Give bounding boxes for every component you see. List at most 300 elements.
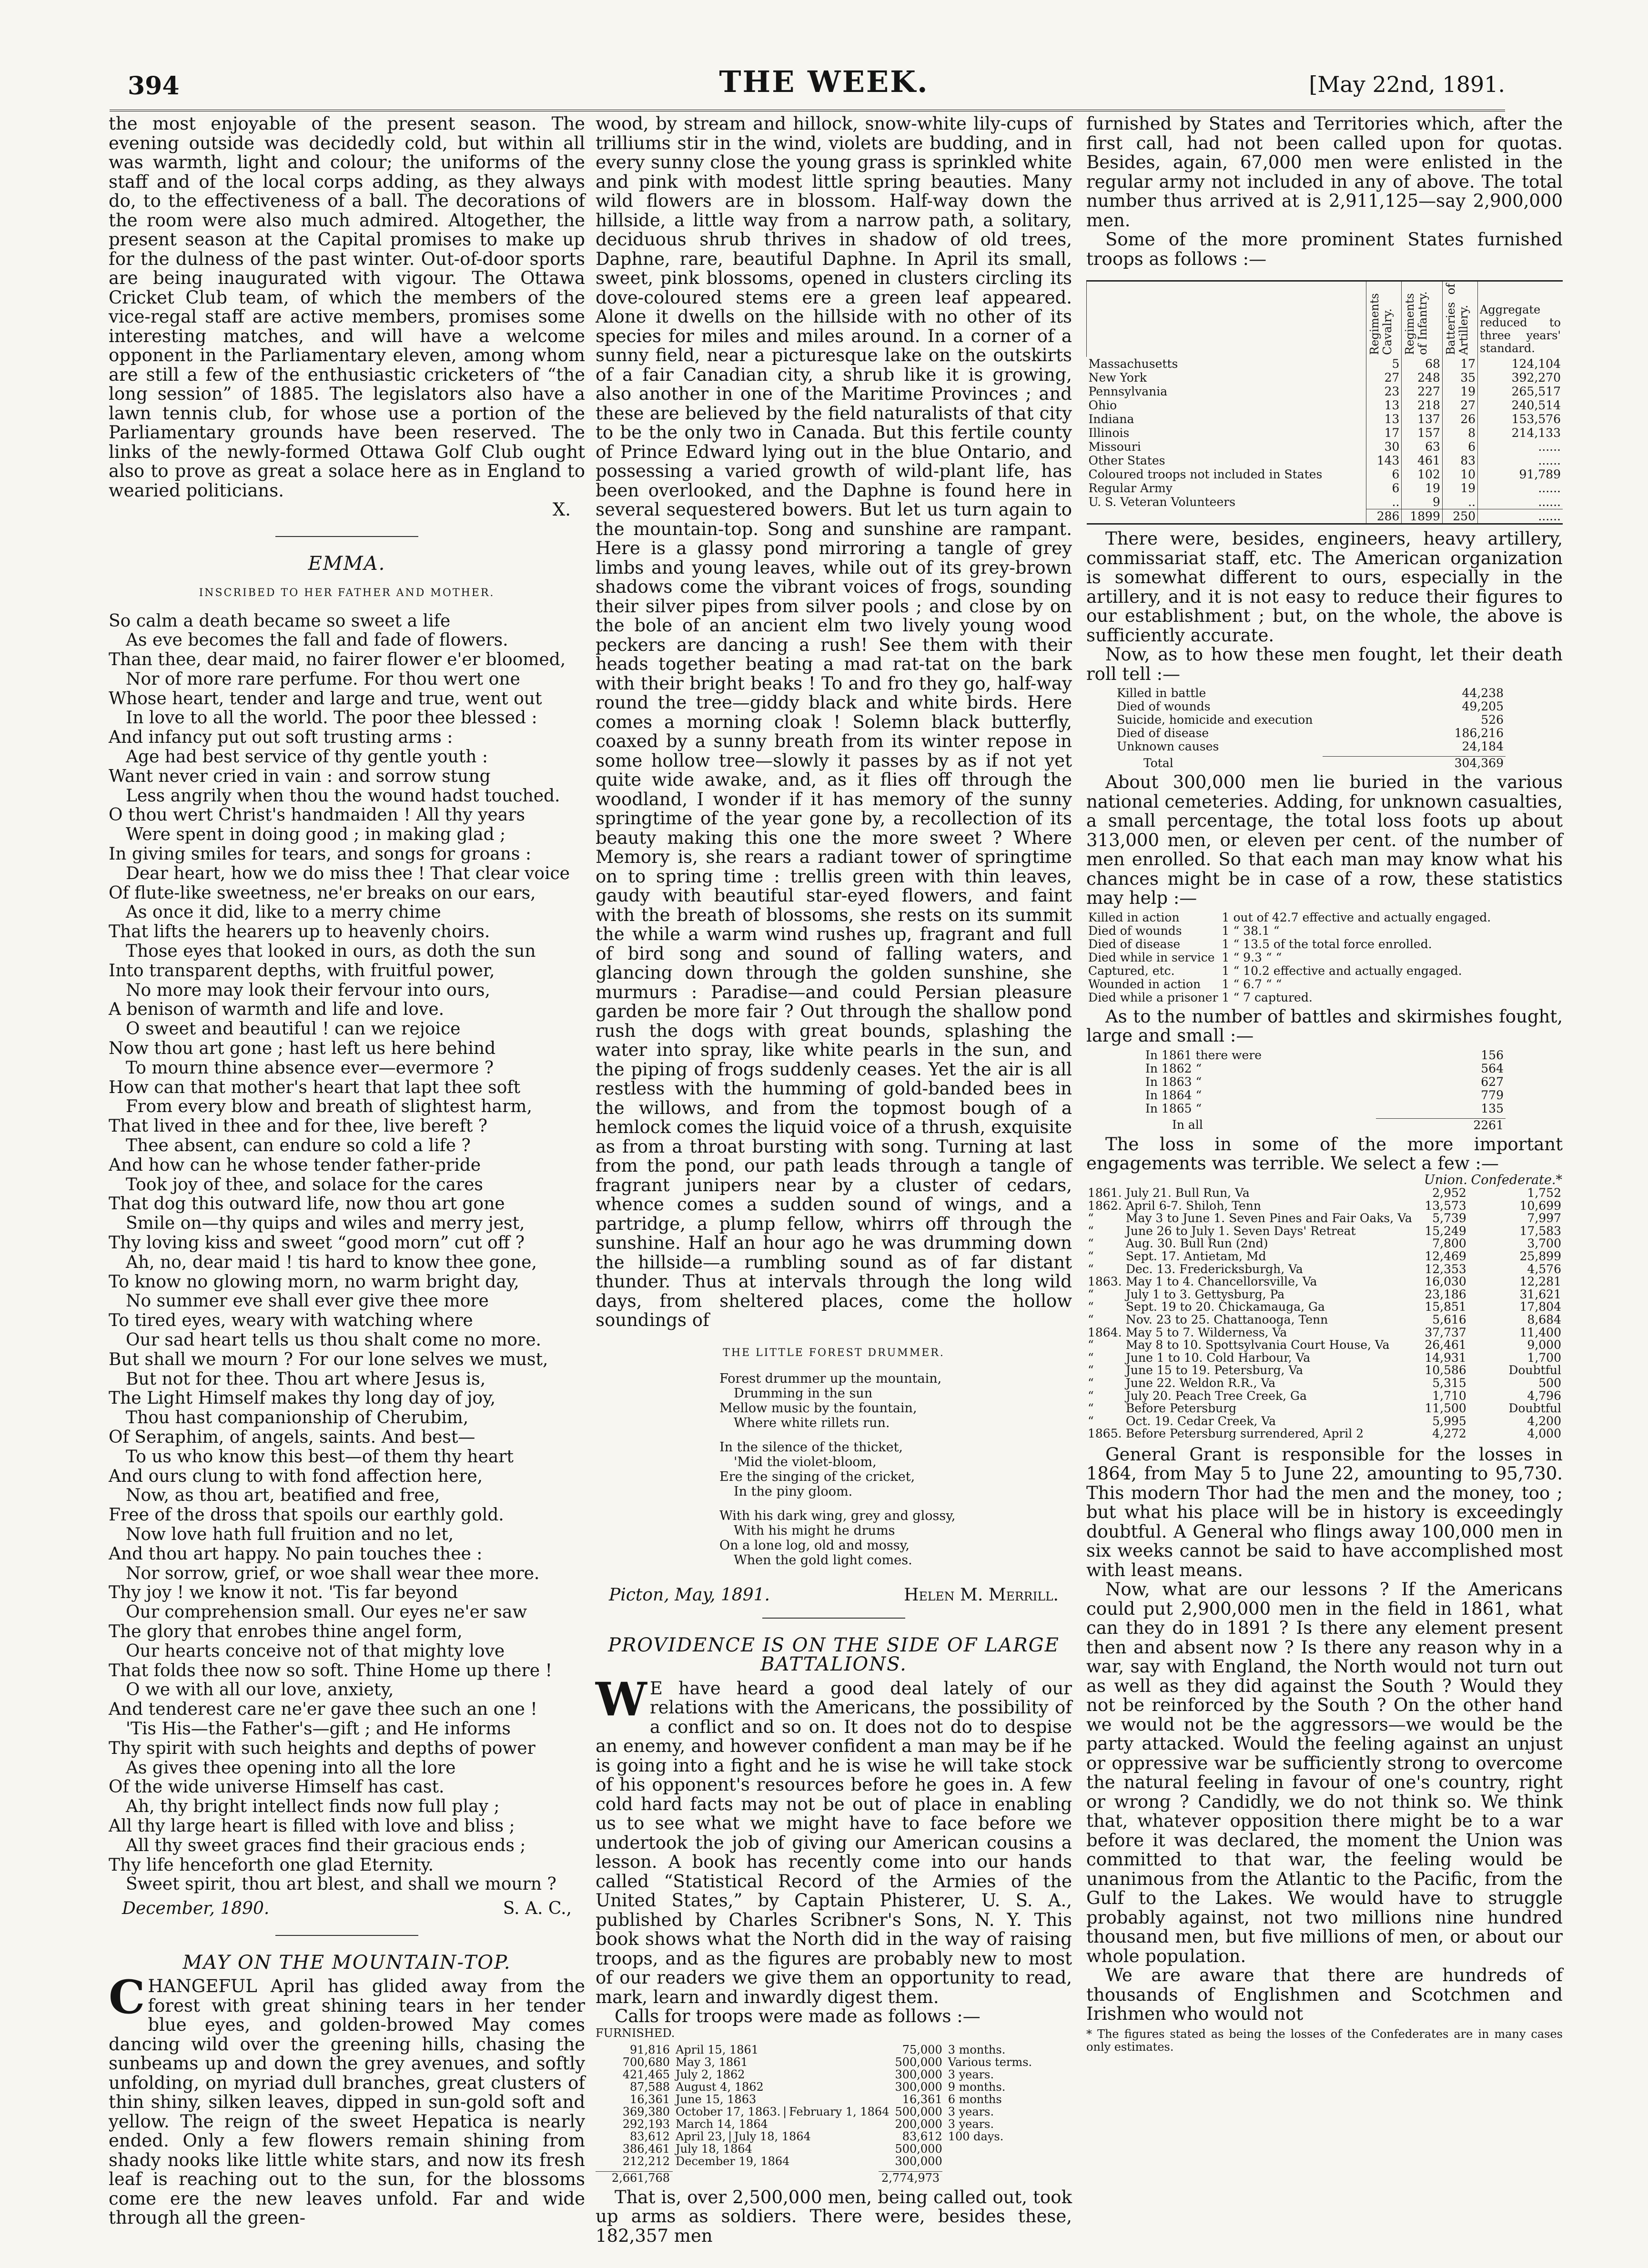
- state-row: [1087, 426, 1563, 440]
- chance-ratio: “ 7 captured.: [1233, 990, 1313, 1004]
- poem-emma: [109, 612, 585, 1895]
- engagement-name: Sept. 17. Antietam, Md: [1125, 1249, 1266, 1264]
- poem-line: Age had best service of thy gentle youth :: [126, 747, 488, 767]
- state-value: ..: [1442, 495, 1477, 509]
- engagement-year: “: [1088, 1287, 1094, 1301]
- engagement-row: [1086, 1364, 1563, 1377]
- state-value: 17: [1442, 357, 1477, 371]
- chance-label: Captured, etc.: [1088, 963, 1175, 978]
- poem-line: Sweet spirit, thou art blest, and shall we mourn ?: [126, 1874, 556, 1894]
- engagement-year: “: [1088, 1262, 1094, 1276]
- battles-intro: As to the number of battles and skirmishes fought, large and small :—: [1086, 1006, 1563, 1046]
- poem-line: Thee absent, can endure so cold a life ?: [126, 1136, 471, 1156]
- poem-line: To us who know this best—of them thy heart: [126, 1447, 514, 1467]
- state-name: U. S. Veteran Volunteers: [1088, 495, 1236, 509]
- poem-line: All thy large heart is filled with love and bliss ;: [109, 1816, 515, 1836]
- separator: [275, 1935, 418, 1936]
- engagement-row: [1086, 1402, 1563, 1415]
- drop-cap: C: [109, 1970, 145, 2025]
- called: 75,000: [902, 2043, 942, 2056]
- engagement-row: [1086, 1212, 1563, 1225]
- furnished: 83,612: [630, 2129, 670, 2143]
- engagement-year: 1865.: [1088, 1427, 1122, 1441]
- death-total-label: Total: [1143, 756, 1173, 770]
- engagement-row: [1086, 1301, 1563, 1314]
- chance-label: Died while a prisoner: [1088, 990, 1218, 1004]
- death-row: [1115, 740, 1506, 753]
- poem-line: And infancy put out soft trusting arms :: [109, 728, 453, 748]
- union-loss: 15,249: [1425, 1224, 1466, 1238]
- poem-line: When the gold light comes.: [734, 1553, 912, 1568]
- engagement-year: “: [1088, 1211, 1094, 1225]
- chance-label: Wounded in action: [1088, 977, 1201, 991]
- term: 6 months: [948, 2092, 1002, 2106]
- poem-line: Nor sorrow, grief, or woe shall wear thee more.: [126, 1563, 540, 1583]
- poem-line: And thou art happy. No pain touches thee :: [109, 1544, 483, 1564]
- engagement-name: Aug. 30. Bull Run (2nd): [1125, 1236, 1268, 1251]
- poem-line: Forest drummer up the mountain,: [719, 1371, 942, 1386]
- vertical-header: Regiments Cavalry.: [1368, 293, 1395, 355]
- state-row: [1087, 481, 1563, 495]
- total-called: 2,774,973: [879, 2171, 942, 2184]
- poem-date: December, 1890.: [122, 1899, 270, 1919]
- state-value: 8: [1442, 426, 1477, 440]
- states-intro: Some of the more prominent States furnished troops as follows :—: [1086, 229, 1563, 269]
- engagement-row: [1086, 1352, 1563, 1365]
- called: 83,612: [902, 2129, 942, 2143]
- vertical-header: Regiments of Infantry.: [1403, 291, 1430, 355]
- may-dateline: [596, 1577, 1072, 1605]
- organization-paragraph: There were, besides, engineers, heavy artillery, commissariat staff, etc. The American organization is somewhat different to ours, especially in the artillery, and it is not easy to reduce their figures to our establishment ; but, on the whole, the above is sufficiently accurate.: [1086, 528, 1563, 646]
- death-cause: Suicide, homicide and execution: [1117, 713, 1313, 727]
- poem-line: To tired eyes, weary with watching where: [109, 1311, 473, 1331]
- masthead-title: THE WEEK.: [719, 64, 929, 99]
- state-value: ..: [1366, 495, 1402, 509]
- battle-year: In 1863 “: [1145, 1074, 1202, 1089]
- call-row: [596, 2155, 1035, 2167]
- may-article-opening: CHANGEFUL April has glided away from the forest with great shining tears in her tender blue eyes, and golden-browed May comes dancing wild over the greening hills, chasing the sunbeams up and down the grey avenues, and softly unfolding, on myriad dull branches, great clusters of thin shiny, silken leaves, dipped in sun-gold soft and yellow. The reign of the sweet Hepatica is nearly ended. Only a few flowers remain shining from shady nooks like little white stars, and now its fresh leaf is reaching out to the sun, for the blossoms come ere the new leaves unfold. Far and wide through all the green-: [109, 1970, 585, 2228]
- poem-line: O we with all our love, anxiety,: [126, 1680, 394, 1700]
- engagement-row: [1086, 1326, 1563, 1339]
- state-row: [1087, 467, 1563, 481]
- battle-count: 564: [1481, 1061, 1504, 1075]
- state-value: 392,270: [1478, 371, 1563, 385]
- poem-dedication: INSCRIBED TO HER FATHER AND MOTHER.: [199, 587, 495, 599]
- drop-cap: W: [596, 1672, 647, 1726]
- poem-line: Of Seraphim, of angels, saints. And best—: [109, 1427, 475, 1447]
- engagement-year: “: [1088, 1363, 1094, 1377]
- state-name: Illinois: [1088, 426, 1130, 440]
- engagement-row: [1086, 1225, 1563, 1238]
- battle-count-row: [1143, 1102, 1506, 1115]
- state-value: 83: [1442, 454, 1477, 467]
- battle-year: In 1864 “: [1145, 1088, 1202, 1102]
- engagement-row: [1086, 1237, 1563, 1250]
- poem-line: With his dark wing, grey and glossy,: [719, 1509, 956, 1523]
- state-value: 227: [1402, 385, 1442, 398]
- state-name: Indiana: [1088, 412, 1134, 426]
- chance-one: 1: [1222, 950, 1230, 964]
- death-count: 49,205: [1462, 699, 1504, 713]
- engagement-row: [1086, 1428, 1563, 1440]
- death-row: [1115, 687, 1506, 700]
- poem-line: And ours clung to with fond affection here,: [109, 1466, 483, 1486]
- call-date: December 19, 1864: [676, 2154, 790, 2168]
- poem-line: Our comprehension small. Our eyes ne'er saw: [126, 1602, 527, 1622]
- death-row: [1115, 727, 1506, 740]
- union-loss: 5,739: [1432, 1211, 1466, 1225]
- state-value: 157: [1402, 426, 1442, 440]
- poem-line: Ah, thy bright intellect finds now full play ;: [126, 1797, 500, 1817]
- state-name: Massachusetts: [1088, 357, 1178, 371]
- states-total-value: 1899: [1402, 509, 1442, 524]
- states-total-value: 286: [1366, 509, 1402, 524]
- state-value: 137: [1402, 412, 1442, 426]
- chance-row: [1086, 924, 1493, 938]
- poem-line: Whose heart, tender and large and true, went out: [109, 688, 542, 709]
- poem-line: Thou hast companionship of Cherubim,: [126, 1408, 469, 1428]
- state-value: 91,789: [1478, 467, 1563, 481]
- confederate-header: Confederate.*: [1471, 1172, 1562, 1187]
- death-count: 186,216: [1454, 726, 1504, 740]
- state-value: 27: [1366, 371, 1402, 385]
- engagement-row: [1086, 1415, 1563, 1428]
- poem-line: Into transparent depths, with fruitful power,: [109, 961, 495, 981]
- engagement-row: [1086, 1263, 1563, 1276]
- state-value: ......: [1478, 481, 1563, 495]
- poem-line: Thy spirit with such heights and depths of power: [109, 1738, 536, 1758]
- furnished: 386,461: [622, 2142, 670, 2156]
- poem-line: Were spent in doing good ; in making glad ;: [126, 825, 506, 845]
- call-row: [596, 2044, 1035, 2056]
- confederate-loss: Doubtful: [1508, 1363, 1561, 1377]
- drummer-poem-title: THE LITTLE FOREST DRUMMER.: [723, 1347, 945, 1359]
- union-loss: 5,995: [1432, 1414, 1466, 1428]
- poem-line: All thy sweet graces find their gracious ends ;: [126, 1835, 526, 1855]
- engagement-year: “: [1088, 1249, 1094, 1264]
- poem-line: Nor of more rare perfume. For thou wert one: [126, 669, 520, 689]
- called: 500,000: [895, 2055, 942, 2069]
- call-row: [596, 2130, 1035, 2143]
- union-loss: 10,586: [1425, 1363, 1466, 1377]
- poem-signature: S. A. C.,: [503, 1899, 572, 1919]
- states-total-value: 250: [1442, 509, 1477, 524]
- chance-label: Died of disease: [1088, 937, 1181, 951]
- death-cause: Died of disease: [1117, 726, 1209, 740]
- union-loss: 16,030: [1425, 1275, 1466, 1289]
- call-date: May 3, 1861: [676, 2055, 748, 2069]
- issue-date: [May 22nd, 1891.: [1309, 71, 1505, 97]
- union-loss: 5,616: [1432, 1313, 1466, 1327]
- engagement-year: “: [1088, 1401, 1094, 1416]
- battle-year: In 1862 “: [1145, 1061, 1202, 1075]
- battle-count: 156: [1481, 1048, 1504, 1062]
- death-total: 304,369: [1323, 757, 1506, 770]
- poem-line: That lived in thee and for thee, live bereft ?: [109, 1116, 488, 1136]
- state-value: 19: [1442, 385, 1477, 398]
- death-count: 526: [1481, 713, 1504, 727]
- poem-line: As gives thee opening into all the lore: [126, 1758, 456, 1778]
- total-furnished: 2,661,768: [596, 2171, 673, 2184]
- state-row: [1087, 454, 1563, 467]
- call-row: [596, 2106, 1035, 2118]
- states-total-row: [1087, 509, 1563, 524]
- poem-line: Those eyes that looked in ours, as doth the sun: [126, 942, 536, 962]
- poem-line: Mellow music by the fountain,: [719, 1401, 917, 1416]
- poem-line: Smile on—thy quips and wiles and merry jest,: [126, 1214, 525, 1234]
- chance-ratio: “ 10.2 effective and actually engaged.: [1233, 963, 1462, 978]
- column-1: [109, 114, 585, 2228]
- state-row: [1087, 412, 1563, 426]
- engagement-year: 1863.: [1088, 1275, 1122, 1289]
- battle-count: 135: [1481, 1101, 1504, 1115]
- chance-row: [1086, 978, 1493, 991]
- state-value: 5: [1366, 357, 1402, 371]
- poem-line: And how can he whose tender father-pride: [109, 1155, 481, 1175]
- battle-counts-total: [1143, 1118, 1506, 1132]
- union-loss: 11,500: [1425, 1401, 1466, 1416]
- engagement-name: June 15 to 19. Petersburg, Va: [1125, 1363, 1304, 1377]
- confederate-loss: 31,621: [1519, 1287, 1561, 1301]
- calls-totals: [596, 2171, 942, 2184]
- furnished: 292,193: [622, 2117, 670, 2131]
- state-value: 68: [1402, 357, 1442, 371]
- poem-line: Than thee, dear maid, no fairer flower e'er bloomed,: [109, 650, 566, 670]
- poem-line: That dog this outward life, now thou art gone: [109, 1194, 505, 1214]
- state-value: 17: [1366, 426, 1402, 440]
- engagements-intro: The loss in some of the more important engagements was terrible. We select a few :—: [1086, 1134, 1563, 1174]
- poem-line: Want never cried in vain : and sorrow stung: [109, 766, 491, 786]
- union-loss: 13,573: [1425, 1198, 1466, 1213]
- chances-table: [1086, 911, 1493, 1004]
- confederate-loss: 10,699: [1519, 1198, 1561, 1213]
- confederate-loss: 7,997: [1527, 1211, 1561, 1225]
- paragraph: the most enjoyable of the present season. The evening outside was decidedly cold, but within all was warmth, light and colour; the uniforms of the staff and of the local corps adding, as they always do, to the effectiveness of a ball. The decorations of the room were also much admired. Altogether, the present season at the Capital promises to make up for the dulness of the past winter. Out-of-door sports are being inaugurated with vigour. The Ottawa Cricket Club team, of which the members of the vice-regal staff are active members, promises some interesting matches, and will have a welcome opponent in the Parliamentary eleven, among whom are still a few of the enthusiastic cricketers of “the long session” of 1885. The legislators also have a lawn tennis club, for whose use a portion of the Parliamentary grounds have been reserved. The links of the newly-formed Ottawa Golf Club ought also to prove as great a solace here as in England to wearied politicians.: [109, 113, 585, 501]
- chance-ratio: “ 9.3 “ “: [1233, 950, 1282, 964]
- poem-line: No summer eve shall ever give thee more: [126, 1291, 489, 1311]
- state-row: [1087, 440, 1563, 454]
- confederate-loss: 4,796: [1527, 1388, 1561, 1403]
- battle-count-row: [1143, 1062, 1506, 1075]
- battle-count-row: [1143, 1049, 1506, 1062]
- states-total-label: [1087, 509, 1366, 524]
- union-loss: 26,461: [1425, 1338, 1466, 1352]
- poem-title: EMMA.: [308, 552, 386, 575]
- state-name: Other States: [1088, 454, 1165, 467]
- poem-line: And tenderest care ne'er gave thee such an one !: [109, 1700, 537, 1720]
- state-value: 30: [1366, 440, 1402, 454]
- battle-count-row: [1143, 1075, 1506, 1089]
- confederate-loss: 1,752: [1527, 1186, 1561, 1200]
- engagement-name: June 26 to July 1. Seven Days' Retreat: [1125, 1224, 1356, 1238]
- state-value: 10: [1442, 467, 1477, 481]
- chance-row: [1086, 991, 1493, 1004]
- engagement-name: June 22. Weldon R.R., Va: [1125, 1376, 1276, 1390]
- calls-after: That is, over 2,500,000 men, being called out, took up arms as soldiers. There were, besides these, 182,357 men: [596, 2187, 1072, 2246]
- death-cause: Died of wounds: [1117, 699, 1211, 713]
- battle-count-row: [1143, 1089, 1506, 1102]
- term: [945, 2155, 1035, 2167]
- poem-line: Of flute-like sweetness, ne'er breaks on our ears,: [109, 883, 536, 903]
- poem-line: 'Tis His—the Father's—gift ; and He informs: [126, 1719, 511, 1739]
- state-name: Ohio: [1088, 398, 1117, 412]
- calls-table: [596, 2044, 1035, 2167]
- poem-line: Now love hath full fruition and no let,: [126, 1524, 454, 1544]
- footnote: * The figures stated as being the losses of the Confederates are in many cases only estimates.: [1086, 2027, 1563, 2054]
- confederate-loss: 25,899: [1519, 1249, 1561, 1264]
- death-row: [1115, 700, 1506, 713]
- battle-year: In 1865 “: [1145, 1101, 1202, 1115]
- confederate-loss: 12,281: [1519, 1275, 1561, 1289]
- engagement-year: “: [1088, 1338, 1094, 1352]
- poem-line: Now, as thou art, beatified and free,: [126, 1486, 440, 1506]
- article-title-may: MAY ON THE MOUNTAIN-TOP.: [182, 1951, 511, 1974]
- chance-ratio: out of 42.7 effective and actually engaged.: [1233, 910, 1491, 924]
- furnished: 369,380: [622, 2105, 670, 2118]
- state-name: Regular Army: [1088, 481, 1173, 495]
- troops-paragraph: furnished by States and Territories which, after the first call, had not been called upon for quotas. Besides, again, 67,000 men were enlisted in the regular army not included in any of above. The total number thus arrived at is 2,911,125—say 2,900,000 men.: [1086, 113, 1563, 231]
- states-column-header: [1402, 281, 1442, 357]
- death-roll-table: [1115, 687, 1506, 753]
- state-value: 35: [1442, 371, 1477, 385]
- state-row: [1087, 398, 1563, 412]
- union-loss: 12,353: [1425, 1262, 1466, 1276]
- state-value: 153,576: [1478, 412, 1563, 426]
- lessons-paragraph: Now, what are our lessons ? If the Americans could put 2,900,000 men in the field in 1861, what can they do in 1891 ? Is there any element present then and absent now ? Is there any reason why in a war, say with England, the North would not turn out as well as they did against the South ? Would they not be reinforced by the South ? On the other hand we would not be the aggressors—we would be the party attacked. Would the feeling against an unjust or oppressive war be sufficiently strong to overcome the natural feeling in favour of one's country, right or wrong ? Candidly, we do not think so. We think that, whatever opposition there might be to a war before it was declared, the moment the Union was committed to that war, the feeling would be unanimous from the Atlantic to the Pacific, from the Gulf to the Lakes. We would have to struggle probably against, not two millions nine hundred thousand men, but five millions of men, or about our whole population.: [1086, 1579, 1563, 1966]
- confederate-loss: 11,400: [1519, 1325, 1561, 1339]
- term: Various terms.: [948, 2055, 1032, 2069]
- closing-paragraph: We are aware that there are hundreds of thousands of Englishmen and Scotchmen and Irishmen who would not: [1086, 1965, 1563, 2025]
- call-date: October 17, 1863. | February 1, 1864: [676, 2105, 890, 2118]
- chance-label: Killed in action: [1088, 910, 1180, 924]
- poem-line: In the piny gloom.: [734, 1484, 853, 1499]
- chance-ratio: “ 38.1 “: [1233, 923, 1280, 938]
- state-value: 6: [1442, 440, 1477, 454]
- may-signature: Helen M. Merrill.: [904, 1585, 1059, 1605]
- engagement-row: [1086, 1339, 1563, 1352]
- state-value: 6: [1366, 481, 1402, 495]
- called: 300,000: [895, 2080, 942, 2094]
- union-loss: 23,186: [1425, 1287, 1466, 1301]
- state-value: 13: [1366, 398, 1402, 412]
- confederate-loss: 1,700: [1527, 1350, 1561, 1365]
- poem-line: Of the wide universe Himself has cast.: [109, 1777, 445, 1797]
- may-date: Picton, May, 1891.: [609, 1585, 770, 1605]
- poem-line: A benison of warmth and life and love.: [109, 1000, 445, 1020]
- poem-line: Free of the dross that spoils our earthly gold.: [109, 1505, 504, 1525]
- called: 500,000: [895, 2142, 942, 2156]
- called: 200,000: [895, 2117, 942, 2131]
- engagement-row: [1086, 1288, 1563, 1301]
- call-date: June 15, 1863: [676, 2092, 757, 2106]
- confederate-loss: 4,000: [1527, 1427, 1561, 1441]
- poem-line: Dear heart, how we do miss thee ! That clear voice: [126, 863, 570, 883]
- states-column-header: [1442, 281, 1477, 357]
- ottawa-letter-signature: X.: [552, 499, 571, 520]
- state-value: 265,517: [1478, 385, 1563, 398]
- battle-count: 779: [1481, 1088, 1504, 1102]
- engagement-year: “: [1088, 1224, 1094, 1238]
- poem-line: That lifts the hearers up to heavenly choirs.: [109, 922, 490, 942]
- chance-label: Died while in service: [1088, 950, 1215, 964]
- state-value: 9: [1402, 495, 1442, 509]
- engagement-row: [1086, 1200, 1563, 1213]
- state-value: ......: [1478, 454, 1563, 467]
- battle-total-label: In all: [1172, 1118, 1203, 1132]
- union-loss: 7,800: [1432, 1236, 1466, 1251]
- states-table: [1086, 280, 1563, 525]
- engagement-name: May 8 to 10. Spottsylvania Court House, Va: [1125, 1338, 1390, 1352]
- engagement-row: [1086, 1390, 1563, 1403]
- furnished: 16,361: [630, 2092, 670, 2106]
- state-name: Pennsylvania: [1088, 385, 1168, 398]
- poem-line: In the silence of the thicket,: [719, 1440, 903, 1455]
- engagement-row: [1086, 1187, 1563, 1200]
- chance-one: 1: [1222, 990, 1230, 1004]
- union-header: Union.: [1424, 1172, 1467, 1187]
- state-value: 240,514: [1478, 398, 1563, 412]
- engagement-name: Sept. 19 to 20. Chickamauga, Ga: [1125, 1300, 1325, 1314]
- engagement-name: May 5 to 7. Wilderness, Va: [1125, 1325, 1287, 1339]
- engagement-name: May 1 to 4. Chancellorsville, Va: [1125, 1275, 1317, 1289]
- poem-line: The Light Himself makes thy long day of joy,: [109, 1388, 496, 1408]
- union-loss: 4,272: [1432, 1427, 1466, 1441]
- article-title-providence-2: BATTALIONS.: [760, 1653, 907, 1675]
- state-value: 19: [1402, 481, 1442, 495]
- call-row: [596, 2056, 1035, 2068]
- engagement-name: Nov. 23 to 25. Chattanooga, Tenn: [1125, 1313, 1328, 1327]
- calls-head: FURNISHED.: [596, 2026, 675, 2040]
- poem-line: That folds thee now so soft. Thine Home up there !: [109, 1660, 552, 1681]
- engagements-table: [1086, 1174, 1563, 1440]
- death-cause: Unknown causes: [1117, 739, 1219, 753]
- engagement-name: July 21. Bull Run, Va: [1125, 1186, 1250, 1200]
- chance-one: 1: [1222, 977, 1230, 991]
- state-name: Coloured troops not included in States: [1088, 467, 1323, 481]
- engagement-name: June 1 to 10. Cold Harbour, Va: [1125, 1350, 1311, 1365]
- page-number: 394: [128, 71, 180, 101]
- confederate-loss: 500: [1538, 1376, 1561, 1390]
- call-date: August 4, 1862: [676, 2080, 764, 2094]
- ottawa-letter: [109, 114, 585, 500]
- engagement-year: “: [1088, 1313, 1094, 1327]
- called: 300,000: [895, 2067, 942, 2081]
- poem-dateline: [109, 1894, 585, 1919]
- call-row: [596, 2143, 1035, 2155]
- poem-line: Ere the singing of the cricket,: [719, 1469, 915, 1484]
- poem-line: As eve becomes the fall and fade of flowers.: [126, 630, 508, 650]
- may-article-continued: wood, by stream and hillock, snow-white lily-cups of trilliums stir in the wind, violets are budding, and in every sunny close the young grass is sprinkled white and pink with modest little spring beauties. Many wild flowers are in blossom. Half-way down the hillside, a little way from a narrow path, a solitary, deciduous shrub thrives in shadow of old trees, Daphne, rare, beautiful Daphne. In April its small, sweet, pink blossoms, opened in clusters circling its dove-coloured stems ere a green leaf appeared. Alone it dwells on the hillside with no other of its species for miles and miles around. In a corner of a sunny field, near a picturesque lake on the outskirts of a fair Canadian city, a shrub like it is growing, also another in one of the Maritime Provinces ; and these are believed by the field naturalists of that city to be the only two in Canada. But this fertile county of Prince Edward lying out in the blue Ontario, and possessing a varied growth of wild-plant life, has been overlooked, and the Daphne is found here in several sequestered bowers. But let us turn again to the mountain-top. Song and sunshine are rampant. Here is a glassy pond mirroring a tangle of grey limbs and young leaves, while out of its grey-brown shadows come the vibrant voices of frogs, sounding their silver pipes from silver pools ; and close by on the bole of an ancient elm two lively young wood peckers are dancing a rush! See them with their heads together beating a mad rat-tat on the bark with their bright beaks ! To and fro they go, half-way round the tree—giddy black and white birds. Here comes a morning cloak ! Solemn black butterfly, coaxed by a sunny breath from its winter repose in some hollow tree—slowly it passes by as if not yet quite wide awake, and, as it flies off through the woodland, I wonder if it has memory of the sunny springtime of the year gone by, a recollection of its beauty making this one the more sweet ? Where Memory is, she rears a radiant tower of springtime on to spring time : trellis green with thin leaves, gaudy with beautiful star-eyed flowers, and faint with the breath of blossoms, she rests on its summit the while a warm wind rushes up, fragrant and full of bird song and sound of falling waters, and glancing down through the golden sunshine, she murmurs : Paradise—and could Persian pleasure garden be more fair ? Out through the shallow pond rush the dogs with great bounds, splashing the water into spray, like white pearls in the sun, and the piping of frogs suddenly ceases. Yet the air is all restless with the humming of gold-banded bees in the willows, and from the topmost bough of a hemlock comes the liquid voice of a thrush, exquisite as from a throat bursting with song. Turning at last from the pond, our path leads through a tangle of fragrant junipers near by a cluster of cedars, whence comes a sudden sound of wings, and a partridge, a plump fellow, whirrs off through the sunshine. Half an hour ago he was drumming down the hillside—a rumbling sound as of far distant thunder. Thus at intervals through the long wild days, from sheltered places, come the hollow soundings of: [596, 113, 1072, 1330]
- poem-line: In giving smiles for tears, and songs for groans :: [109, 844, 531, 864]
- called: 500,000: [895, 2105, 942, 2118]
- confederate-loss: 4,576: [1527, 1262, 1561, 1276]
- column-3: [1086, 114, 1563, 2054]
- state-name: New York: [1088, 371, 1147, 385]
- state-header: [1087, 281, 1366, 357]
- chance-one: 1: [1222, 910, 1230, 924]
- engagement-name: May 3 to June 1. Seven Pines and Fair Oaks, Va: [1125, 1211, 1412, 1225]
- poem-line: But shall we mourn ? For our lone selves we must,: [109, 1349, 548, 1369]
- chance-row: [1086, 964, 1493, 978]
- states-column-header: [1366, 281, 1402, 357]
- grant-paragraph: General Grant is responsible for the losses in 1864, from May 5 to June 22, amounting to 95,730. This modern Thor had the men and the money, too ; but what his place will be in history is exceedingly doubtful. A General who flings away 100,000 men in six weeks cannot be said to have accomplished most with least means.: [1086, 1444, 1563, 1580]
- chance-one: 1: [1222, 937, 1230, 951]
- union-loss: 2,952: [1432, 1186, 1466, 1200]
- state-value: 63: [1402, 440, 1442, 454]
- state-value: 23: [1366, 385, 1402, 398]
- poem-line: 'Mid the violet-bloom,: [734, 1455, 877, 1469]
- poem-line: How can that mother's heart that lapt thee soft: [109, 1077, 521, 1097]
